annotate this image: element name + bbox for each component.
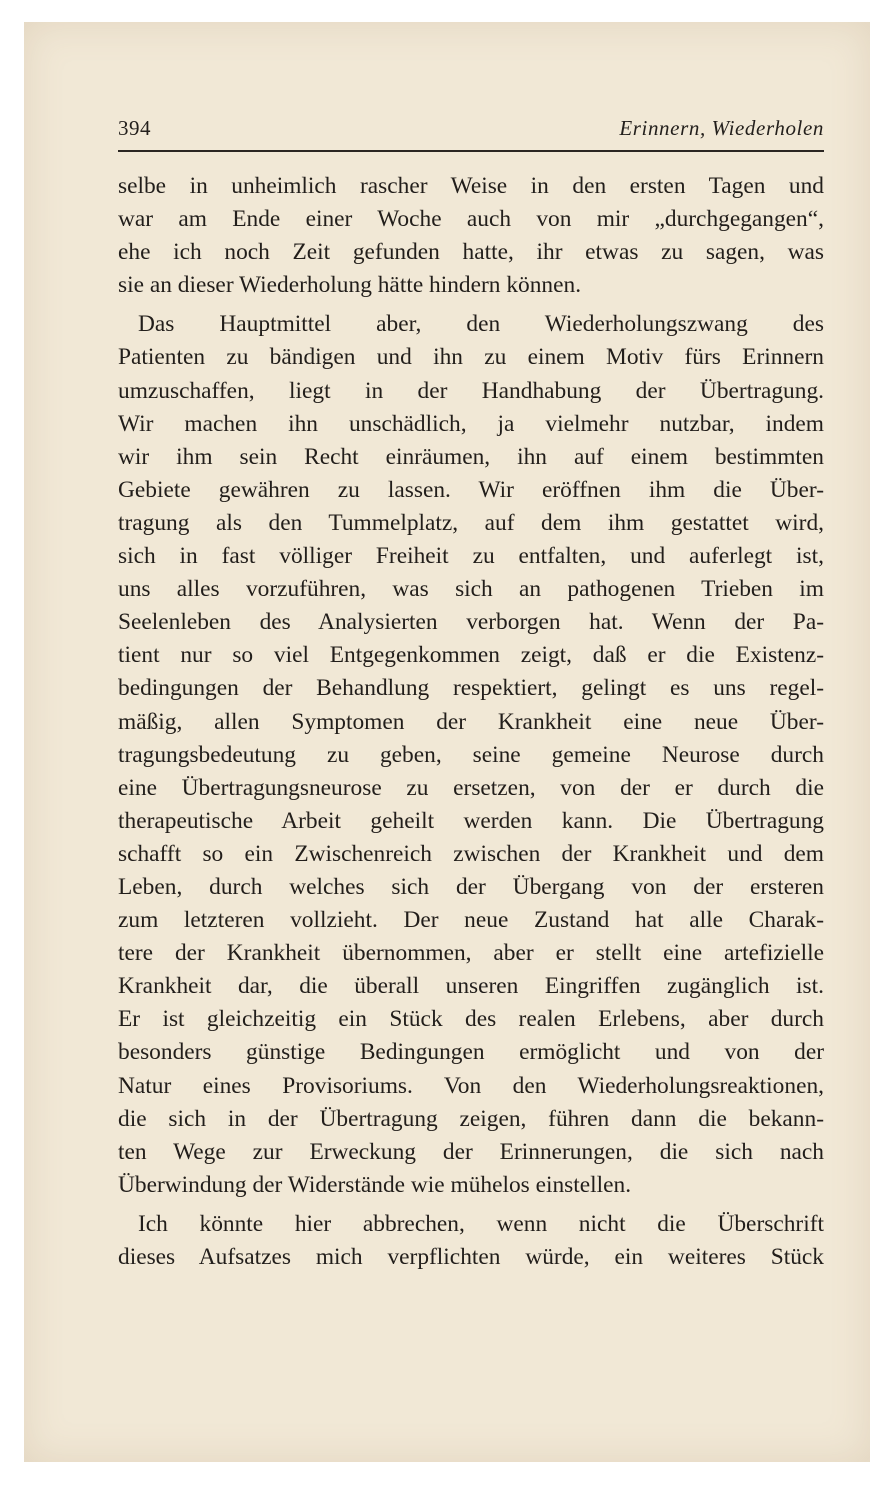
text-line: sie an dieser Wiederholung hätte hindern können. [118, 272, 582, 299]
text-line: uns alles vorzuführen, was sich an pathogenen Trieben im [118, 576, 824, 603]
text-line: Krankheit dar, die überall unseren Eingriffen zugänglich ist. [118, 973, 824, 1000]
text-line: tragungsbedeutung zu geben, seine gemeine Neurose durch [118, 741, 824, 768]
text-line: tere der Krankheit übernommen, aber er stellt eine artefizielle [118, 940, 824, 967]
text-line: tragung als den Tummelplatz, auf dem ihm gestattet wird, [118, 509, 824, 536]
text-line: ten Wege zur Erweckung der Erinnerungen, die sich nach [118, 1138, 824, 1165]
text-line: Er ist gleichzeitig ein Stück des realen Erlebens, aber durch [118, 1006, 824, 1033]
text-line: Wir machen ihn unschädlich, ja vielmehr nutzbar, indem [118, 410, 824, 437]
text-line: sich in fast völliger Freiheit zu entfalten, und auferlegt ist, [118, 543, 824, 570]
text-line: eine Übertragungsneurose zu ersetzen, von der er durch die [118, 774, 824, 801]
body-text [118, 170, 824, 1274]
text-line: bedingungen der Behandlung respektiert, gelingt es uns regel- [118, 675, 824, 702]
text-line: Gebiete gewähren zu lassen. Wir eröffnen ihm die Über- [118, 476, 824, 503]
text-line: war am Ende einer Woche auch von mir „durchgegangen“, [118, 206, 824, 233]
text-line: Leben, durch welches sich der Übergang von der ersteren [118, 873, 824, 900]
text-line: Überwindung der Widerstände wie mühelos einstellen. [118, 1171, 632, 1198]
text-line: ehe ich noch Zeit gefunden hatte, ihr etwas zu sagen, was [118, 239, 824, 266]
text-line: besonders günstige Bedingungen ermöglicht und von der [118, 1039, 824, 1066]
page-header [118, 116, 824, 152]
page-number: 394 [118, 116, 151, 140]
text-line: umzuschaffen, liegt in der Handhabung der Übertragung. [118, 377, 824, 404]
running-title: Erinnern, Wiederholen [619, 116, 824, 140]
text-line: schafft so ein Zwischenreich zwischen der Krankheit und dem [118, 840, 824, 867]
text-line: dieses Aufsatzes mich verpflichten würde, ein weiteres Stück [118, 1244, 824, 1270]
text-line: wir ihm sein Recht einräumen, ihn auf einem bestimmten [118, 443, 824, 470]
text-line: selbe in unheimlich rascher Weise in den ersten Tagen und [118, 173, 824, 199]
text-line: Das Hauptmittel aber, den Wiederholungszwang des [138, 311, 824, 338]
text-line: tient nur so viel Entgegenkommen zeigt, daß er die Existenz- [118, 642, 824, 669]
text-line: Seelenleben des Analysierten verborgen hat. Wenn der Pa- [118, 609, 824, 636]
text-line: die sich in der Übertragung zeigen, führen dann die bekann- [118, 1105, 824, 1132]
text-line: Ich könnte hier abbrechen, wenn nicht die Überschrift [138, 1210, 824, 1237]
text-line: mäßig, allen Symptomen der Krankheit eine neue Über- [118, 708, 824, 735]
text-line: zum letzteren vollzieht. Der neue Zustand hat alle Charak- [118, 907, 824, 934]
text-line: Patienten zu bändigen und ihn zu einem Motiv fürs Erinnern [118, 344, 824, 371]
text-line: therapeutische Arbeit geheilt werden kann. Die Übertragung [118, 807, 824, 834]
text-line: Natur eines Provisoriums. Von den Wiederholungsreaktionen, [118, 1072, 824, 1099]
